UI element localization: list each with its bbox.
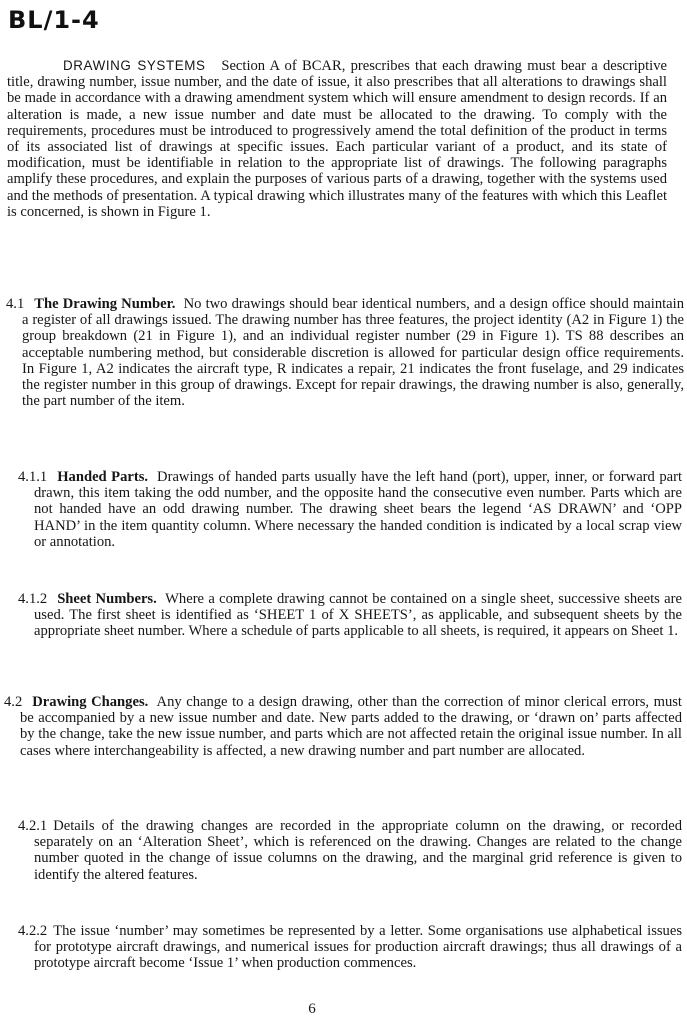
paragraph-title: The Drawing Number. [34,296,176,312]
document-reference: BL/1-4 [8,6,100,34]
paragraph-title: Drawing Changes. [32,694,149,710]
intro-text: Section A of BCAR, prescribes that each drawing must bear a descriptive title, drawing number, issue number, and the date of issue, it also prescribes that all alterations to drawings shall be made in accordance with a drawing amendment system which will ensure amendment to design records. If an alteration is made, a new issue number and date must be allocated to the drawing. To comply with the requirements, procedures must be introduced to progressively amend the total definition of the product in terms of its associated list of drawings at specific issues. Each particular variant of a product, and its state of modification, must be identifiable in relation to the appropriate list of drawings. The following paragraphs amplify these procedures, and explain the purposes of various parts of a drawing, together with the systems used and the methods of presentation. A typical drawing which illustrates many of the features with which this Leaflet is concerned, is shown in Figure 1. [7,58,667,220]
paragraph-number: 4.2 [4,694,23,710]
paragraph-4-1-1 [18,469,682,550]
paragraph-number: 4.1 [6,296,25,312]
paragraph-text: Where a complete drawing cannot be contained on a single sheet, successive sheets are used. The first sheet is identified as ‘SHEET 1 of X SHEETS’, as applicable, and subsequent sheets by the appropriate sheet number. Where a schedule of parts applicable to all sheets, is required, it appears on Sheet 1. [34,591,682,640]
paragraph-4-2-1 [18,818,682,883]
page-number: 6 [308,1001,316,1017]
paragraph-text: Any change to a design drawing, other than the correction of minor clerical errors, must be accompanied by a new issue number and date. New parts added to the drawing, or ‘drawn on’ parts affected by the change, take the new issue number, and parts which are not affected retain the original issue number. In all cases where interchangeability is affected, a new drawing number and part number are allocated. [20,694,682,759]
paragraph-title: Sheet Numbers. [57,591,157,607]
paragraph-text: The issue ‘number’ may sometimes be represented by a letter. Some organisations use alphabetical issues for prototype aircraft drawings, and numerical issues for production aircraft drawings; thus all drawings of a prototype aircraft become ‘Issue 1’ when production commences. [34,923,682,972]
paragraph-4-2 [4,694,682,759]
paragraph-4-1-2 [18,591,682,640]
paragraph-4-1 [6,296,684,409]
paragraph-number: 4.1.1 [18,469,48,485]
paragraph-4-2-2 [18,923,682,972]
paragraph-text: Details of the drawing changes are recorded in the appropriate column on the drawing, or recorded separately on an ‘Alteration Sheet’, which is referenced on the drawing. Changes are related to the change number quoted in the change of issue columns on the drawing, and the marginal grid reference is given to identify the altered features. [34,818,682,883]
paragraph-text: Drawings of handed parts usually have the left hand (port), upper, inner, or forward part drawn, this item taking the odd number, and the opposite hand the consecutive even number. Parts which are not handed have an odd drawing number. The drawing sheet bears the legend ‘AS DRAWN’ and ‘OPP HAND’ in the item quantity column. Where necessary the handed condition is indicated by a local scrap view or annotation. [34,469,683,550]
paragraph-title: Handed Parts. [57,469,149,485]
paragraph-text: No two drawings should bear identical numbers, and a design office should maintain a register of all drawings issued. The drawing number has three features, the project identity (A2 in Figure 1) the group breakdown (21 in Figure 1), and an individual register number (29 in Figure 1). TS 88 describes an acceptable numbering method, but considerable discretion is allowed for particular design office requirements. In Figure 1, A2 indicates the aircraft type, R indicates a repair, 21 indicates the front fuselage, and 29 indicates the register number in this group of drawings. Except for repair drawings, the drawing number is also, generally, the part number of the item. [22,296,685,410]
intro-paragraph [7,58,667,220]
paragraph-number: 4.2.1 [18,818,48,834]
paragraph-number: 4.1.2 [18,591,48,607]
section-heading: DRAWING SYSTEMS [63,58,206,73]
paragraph-number: 4.2.2 [18,923,48,939]
